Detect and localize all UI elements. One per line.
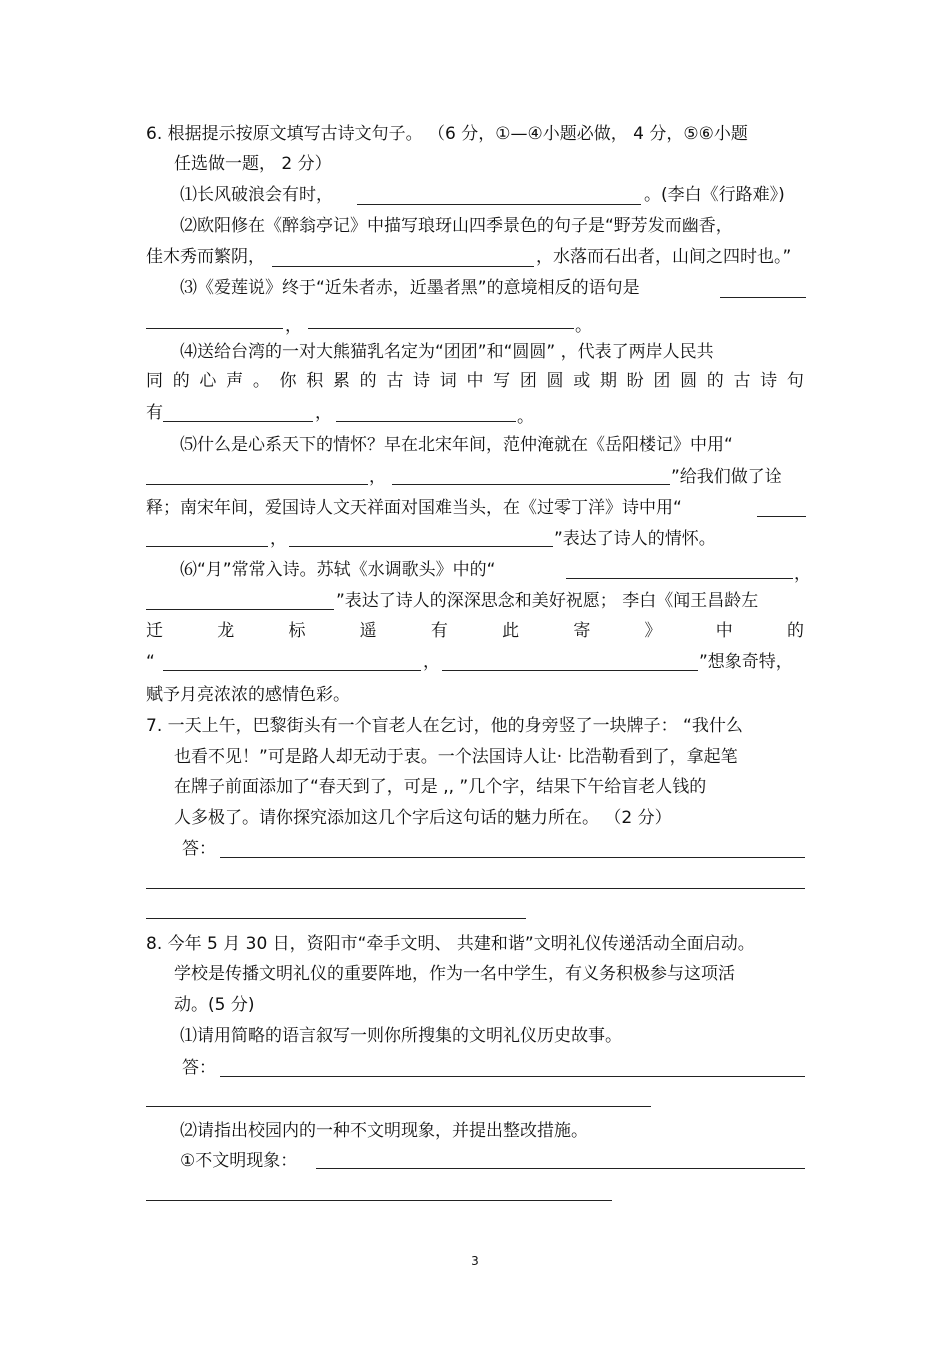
q8-sub2: ⑵请指出校园内的一种不文明现象，并提出整改措施。 (180, 1121, 588, 1141)
char: 期 (599, 371, 617, 391)
char: 古 (733, 371, 751, 391)
char: 遥 (359, 621, 377, 641)
q8-sub2-item1-line-2[interactable] (146, 1200, 612, 1201)
q6-s3-blank-2[interactable] (308, 328, 574, 329)
char: 的 (706, 371, 724, 391)
char: 或 (573, 371, 591, 391)
q6-s6-blank-3[interactable] (163, 670, 421, 671)
q6-s6-line5: 赋予月亮浓浓的感情色彩。 (146, 685, 350, 705)
q6-s3-line1: ⑶《爱莲说》终于“近朱者赤，近墨者黑”的意境相反的语句是 (180, 278, 640, 298)
char: 圆 (680, 371, 698, 391)
char: 的 (172, 371, 190, 391)
char: 词 (439, 371, 457, 391)
q6-s6-line4-suffix: ”想象奇特， (699, 652, 793, 672)
q8-answer-line-2[interactable] (146, 1106, 651, 1107)
q6-s3-period: 。 (575, 316, 592, 336)
q6-s5-blank-1[interactable] (146, 484, 368, 485)
q6-s6-blank-4[interactable] (442, 670, 698, 671)
char: 。 (252, 371, 270, 391)
char: 同 (146, 371, 163, 391)
char: 句 (786, 371, 804, 391)
q6-s6-line3 (146, 620, 804, 642)
q6-s4-period: 。 (517, 407, 534, 427)
q8-answer-label: 答： (182, 1058, 216, 1078)
char: 盼 (626, 371, 644, 391)
page-number: 3 (471, 1254, 479, 1268)
q8-line3: 动。(5 分) (174, 995, 255, 1015)
q6-s3-blank-1b[interactable] (146, 328, 283, 329)
char: 心 (199, 371, 217, 391)
char: 诗 (413, 371, 431, 391)
char: 中 (715, 621, 733, 641)
char: 标 (288, 621, 306, 641)
char: 有 (430, 621, 448, 641)
q6-s3-blank-1a[interactable] (720, 297, 806, 298)
q6-header-line2: 任选做一题， 2 分） (174, 154, 332, 174)
q6-s4-prefix: 有 (146, 403, 163, 423)
q6-s5-blank-2[interactable] (392, 484, 670, 485)
char: 龙 (217, 621, 235, 641)
char: 古 (386, 371, 404, 391)
char: 累 (332, 371, 350, 391)
char: 迁 (146, 621, 163, 641)
char: 中 (466, 371, 484, 391)
q6-s6-comma-1: ， (794, 564, 811, 584)
char: 》 (644, 621, 662, 641)
q6-s5-line2-suffix: ”给我们做了诠 (671, 467, 782, 487)
char: 积 (306, 371, 324, 391)
char: 寄 (573, 621, 591, 641)
q7-answer-line-3[interactable] (146, 918, 526, 919)
q6-s1-prefix: ⑴长风破浪会有时， (180, 185, 333, 205)
q8-sub1: ⑴请用简略的语言叙写一则你所搜集的文明礼仪历史故事。 (180, 1026, 622, 1046)
q6-s6-comma-2: ， (423, 652, 440, 672)
q6-s2-line1: ⑵欧阳修在《醉翁亭记》中描写琅玡山四季景色的句子是“野芳发而幽香， (180, 216, 733, 236)
q8-answer-line-1[interactable] (220, 1076, 805, 1077)
q6-s1-suffix: 。(李白《行路难》) (644, 185, 785, 205)
q6-s4-blank-2[interactable] (336, 421, 516, 422)
q6-s6-blank-1[interactable] (566, 578, 793, 579)
char: 的 (786, 621, 804, 641)
char: 团 (653, 371, 671, 391)
q6-header-line1: 6. 根据提示按原文填写古诗文句子。 （6 分，①—④小题必做， 4 分，⑤⑥小题 (146, 124, 748, 144)
q6-s2-blank[interactable] (272, 266, 534, 267)
q6-s5-blank-4[interactable] (289, 546, 553, 547)
q6-s3-comma: ， (285, 316, 302, 336)
q6-s5-comma-2: ， (270, 529, 287, 549)
q7-answer-line-1[interactable] (220, 857, 805, 858)
q6-s4-comma: ， (315, 403, 332, 423)
q7-line4: 人多极了。请你探究添加这几个字后这句话的魅力所在。 （2 分） (174, 808, 672, 828)
q6-s6-open-quote: “ (146, 652, 155, 672)
q6-s5-line4-suffix: ”表达了诗人的情怀。 (554, 529, 716, 549)
q6-s2-prefix: 佳木秀而繁阴， (146, 247, 265, 267)
char: 你 (279, 371, 297, 391)
q6-s4-line1: ⑷送给台湾的一对大熊猫乳名定为“团团”和“圆圆” ，代表了两岸人民共 (180, 342, 714, 362)
q6-s6-blank-2[interactable] (146, 609, 334, 610)
char: 团 (519, 371, 537, 391)
char: 此 (502, 621, 520, 641)
char: 的 (359, 371, 377, 391)
char: 圆 (546, 371, 564, 391)
q7-line2: 也看不见！”可是路人却无动于衷。一个法国诗人让· 比浩勒看到了，拿起笔 (174, 747, 738, 767)
q7-line3: 在牌子前面添加了“春天到了，可是 ,, ”几个字，结果下午给盲老人钱的 (174, 777, 707, 797)
q6-s5-line1: ⑸什么是心系天下的情怀？早在北宋年间，范仲淹就在《岳阳楼记》中用“ (180, 435, 733, 455)
q6-s5-blank-3b[interactable] (146, 546, 268, 547)
q6-s5-comma-1: ， (369, 467, 386, 487)
q6-s6-line1: ⑹“月”常常入诗。苏轼《水调歌头》中的“ (180, 560, 496, 580)
q6-s2-suffix: ，水落而石出者，山间之四时也。” (536, 247, 792, 267)
char: 写 (493, 371, 511, 391)
q6-s5-line3: 释；南宋年间，爱国诗人文天祥面对国难当头，在《过零丁洋》诗中用“ (146, 498, 682, 518)
q8-sub2-item1-line-1[interactable] (316, 1168, 805, 1169)
q6-s4-blank-1[interactable] (163, 421, 313, 422)
char: 诗 (760, 371, 778, 391)
q7-answer-label: 答： (182, 839, 216, 859)
char: 声 (226, 371, 244, 391)
q6-s6-line2-suffix: ”表达了诗人的深深思念和美好祝愿； 李白《闻王昌龄左 (336, 591, 759, 611)
q7-line1: 7. 一天上午，巴黎街头有一个盲老人在乞讨，他的身旁竖了一块牌子： “我什么 (146, 716, 743, 736)
q6-s1-blank[interactable] (357, 204, 641, 205)
q8-sub2-item1-label: ①不文明现象： (180, 1151, 298, 1171)
q8-line1: 8. 今年 5 月 30 日，资阳市“牵手文明、 共建和谐”文明礼仪传递活动全面启动。 (146, 934, 755, 954)
q6-s4-line2 (146, 370, 804, 392)
q6-s5-blank-3a[interactable] (757, 516, 806, 517)
q8-line2: 学校是传播文明礼仪的重要阵地，作为一名中学生，有义务积极参与这项活 (174, 964, 735, 984)
q7-answer-line-2[interactable] (146, 888, 805, 889)
